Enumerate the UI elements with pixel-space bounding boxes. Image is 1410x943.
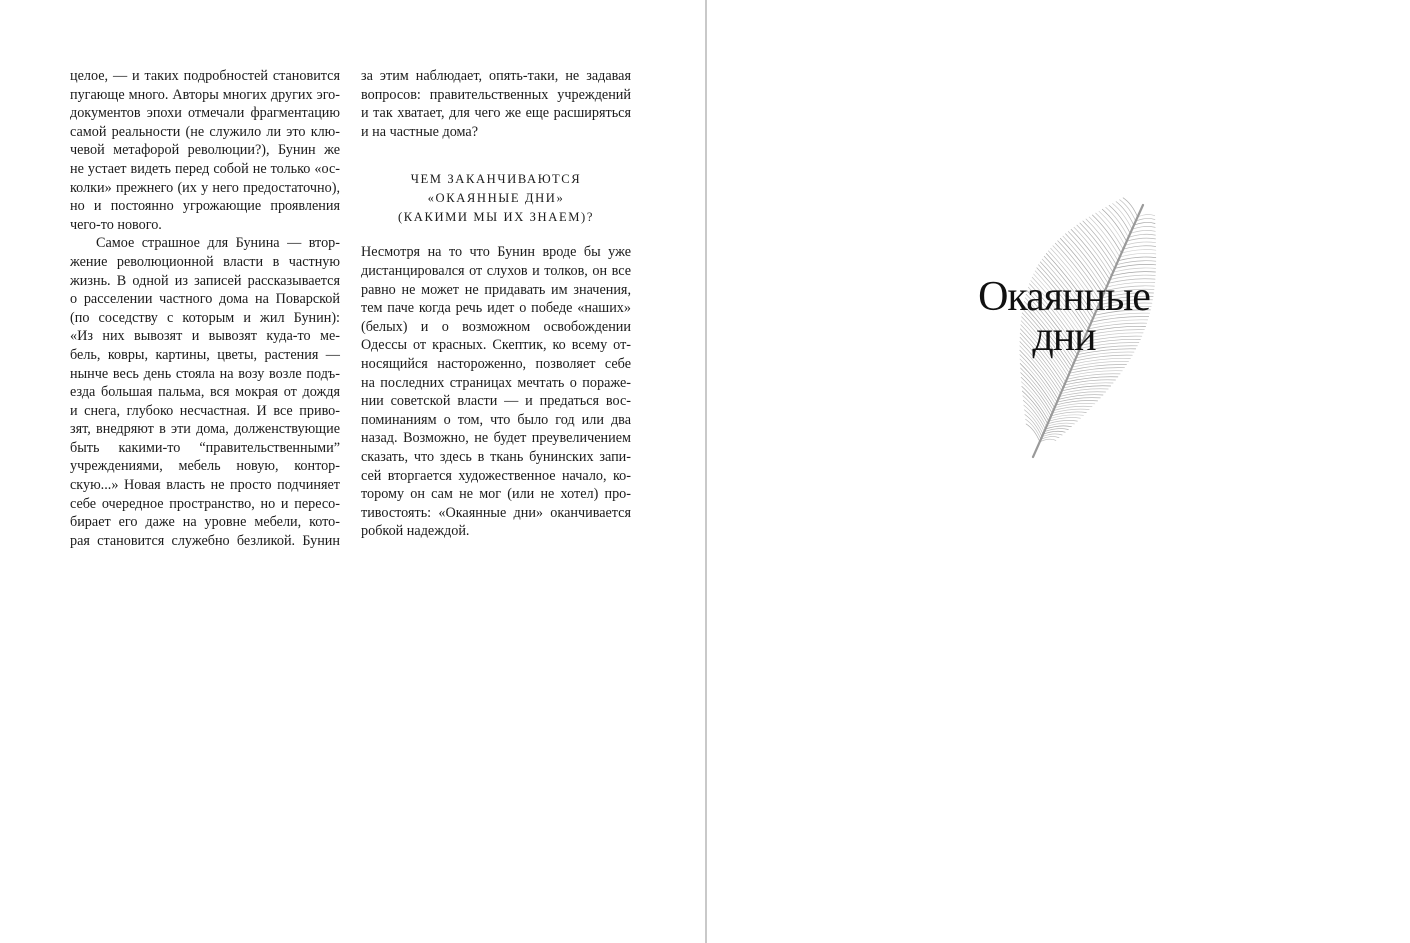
text-line: бирает его даже на уровне мебели, кото-: [70, 514, 340, 531]
text-line: документов эпохи отмечали фрагментацию: [70, 105, 340, 122]
text-line: не устает видеть перед собой не только «ос-: [70, 160, 340, 177]
text-line: и на частные дома?: [361, 123, 478, 140]
text-line: сказать, что здесь в ткань бунинских запи-: [361, 448, 631, 465]
text-line: самой реальности (не служило ли это клю-: [70, 123, 340, 140]
chapter-title-line: дни: [1032, 314, 1096, 360]
text-line: (по соседству с которым и жил Бунин):: [70, 309, 340, 326]
section-heading: [361, 170, 631, 227]
text-line: колки» прежнего (их у него предостаточно),: [70, 179, 340, 196]
text-line: чего-то нового.: [70, 216, 162, 233]
text-line: (белых) и о возможном освобождении: [361, 318, 631, 335]
text-line: торому он сам не мог (или не хотел) про-: [361, 486, 631, 503]
text-line: вопросов: правительственных учреждений: [361, 86, 631, 103]
text-line: пугающе много. Авторы многих других эго-: [70, 86, 340, 103]
heading-line: (КАКИМИ МЫ ИХ ЗНАЕМ)?: [397, 210, 595, 225]
text-line: жение революционной власти в частную: [70, 253, 340, 270]
text-line: но и постоянно угрожающие проявления: [70, 198, 340, 215]
text-line: скую...» Новая власть не просто подчиняет: [70, 477, 340, 494]
text-line: носящийся настороженно, позволяет себе: [361, 355, 631, 372]
text-line: нынче весь день стояла на возу возле подъ-: [70, 365, 340, 382]
text-line: быть какими-то “правительственными”: [70, 439, 340, 456]
text-line: нии советской власти — и предаться вос-: [361, 393, 631, 410]
text-line: и снега, глубоко несчастная. И все приво-: [70, 402, 340, 419]
text-line: на последних страницах мечтать о пораже-: [361, 374, 631, 391]
text-line: назад. Возможно, не будет преувеличением: [361, 430, 631, 447]
text-line: зят, внедряют в эти дома, долженствующие: [70, 421, 340, 438]
text-line: Самое страшное для Бунина — втор-: [96, 235, 340, 252]
text-line: поминаниям о том, что было год или два: [361, 411, 631, 428]
text-line: себе очередное пространство, но и пересо-: [70, 495, 340, 512]
text-line: за этим наблюдает, опять-таки, не задавая: [361, 68, 631, 84]
chapter-title: [930, 274, 1198, 360]
text-line: учреждениями, мебель новую, контор-: [70, 458, 340, 475]
text-line: робкой надеждой.: [361, 523, 470, 540]
text-line: дистанцировался от слухов и толков, он все: [361, 262, 631, 279]
right-text-column: [361, 67, 631, 541]
text-line: сей вторгается художественное начало, ко-: [361, 467, 631, 484]
text-line: и так хватает, для чего же еще расширяться: [361, 105, 631, 122]
text-line: тем паче когда речь идет о победе «наших»: [361, 300, 631, 317]
chapter-title-block: [930, 195, 1200, 465]
text-line: «Из них вывозят и вывозят куда-то ме-: [70, 328, 340, 345]
text-line: жизнь. В одной из записей рассказывается: [70, 272, 340, 289]
text-line: езда большая пальма, вся мокрая от дождя: [70, 384, 340, 401]
text-line: рая становится служебно безликой. Бунин: [70, 532, 340, 549]
text-line: Одессы от красных. Скептик, ко всему от-: [361, 337, 631, 354]
chapter-title-line: Окаянные: [978, 274, 1150, 320]
text-line: целое, — и таких подробностей становится: [70, 68, 340, 84]
page-spread-divider: [705, 0, 707, 943]
text-line: бель, ковры, картины, цветы, растения —: [70, 346, 340, 363]
heading-line: «ОКАЯННЫЕ ДНИ»: [427, 191, 565, 206]
text-line: Несмотря на то что Бунин вроде бы уже: [361, 244, 631, 261]
text-line: тивостоять: «Окаянные дни» оканчивается: [361, 504, 631, 521]
heading-line: ЧЕМ ЗАКАНЧИВАЮТСЯ: [410, 172, 582, 187]
text-line: равно не может не придавать им значения,: [361, 281, 631, 298]
text-line: о расселении частного дома на Поварской: [70, 291, 340, 308]
left-text-column: [70, 67, 340, 550]
text-line: чевой метафорой революции?), Бунин же: [70, 142, 340, 159]
